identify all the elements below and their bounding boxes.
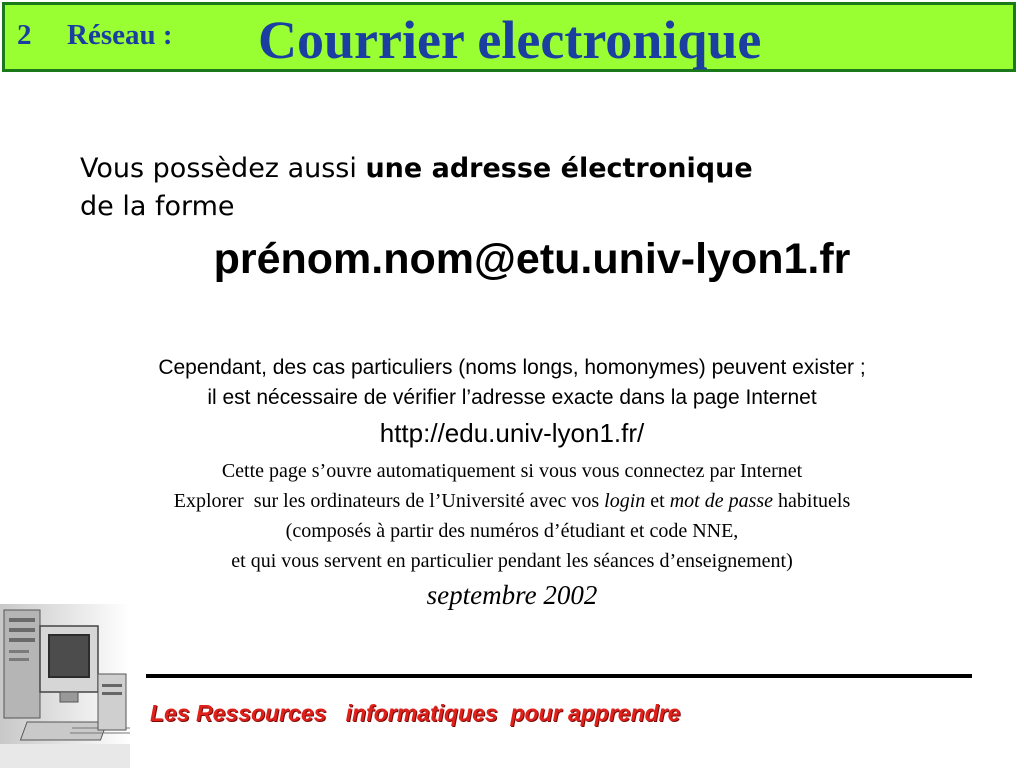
computer-illustration bbox=[0, 604, 130, 768]
email-pattern bbox=[0, 235, 1024, 284]
password-term: mot de passe bbox=[669, 490, 774, 512]
footer-tagline: Les Ressources informatiques pour apprendre bbox=[150, 700, 681, 726]
intro-text-start: Vous possèdez aussi bbox=[80, 153, 366, 184]
details-line-2-mid: et bbox=[645, 490, 670, 512]
details-line-4: et qui vous servent en particulier pendant les séances d’enseignement) bbox=[231, 550, 793, 572]
intro-text bbox=[80, 150, 980, 226]
slide-date: septembre 2002 bbox=[426, 580, 598, 610]
intro-text-end: de la forme bbox=[80, 191, 235, 222]
note-line-1: Cependant, des cas particuliers (noms longs, homonymes) peuvent exister ; bbox=[158, 356, 866, 379]
slide-title: Courrier electronique bbox=[258, 10, 762, 70]
details-line-2-start: Explorer sur les ordinateurs de l’Université avec vos bbox=[173, 490, 605, 512]
note-line-2: il est nécessaire de vérifier l’adresse exacte dans la page Internet bbox=[207, 386, 817, 409]
intro-text-bold: une adresse électronique bbox=[365, 153, 753, 184]
login-term: login bbox=[604, 490, 646, 512]
edu-url: http://edu.univ-lyon1.fr/ bbox=[379, 418, 645, 448]
footer-divider bbox=[146, 674, 972, 678]
details-block bbox=[0, 456, 1024, 576]
details-line-3: (composés à partir des numéros d’étudiant et code NNE, bbox=[285, 520, 739, 542]
details-line-2 bbox=[0, 486, 1024, 516]
slide-header bbox=[2, 2, 1016, 72]
details-line-2-end: habituels bbox=[773, 490, 851, 512]
email-pattern-text: prénom.nom@etu.univ-lyon1.fr bbox=[213, 235, 851, 283]
section-number: 2 bbox=[17, 19, 32, 51]
section-label: Réseau : bbox=[67, 19, 173, 51]
details-line-1: Cette page s’ouvre automatiquement si vous vous connectez par Internet bbox=[221, 460, 803, 482]
